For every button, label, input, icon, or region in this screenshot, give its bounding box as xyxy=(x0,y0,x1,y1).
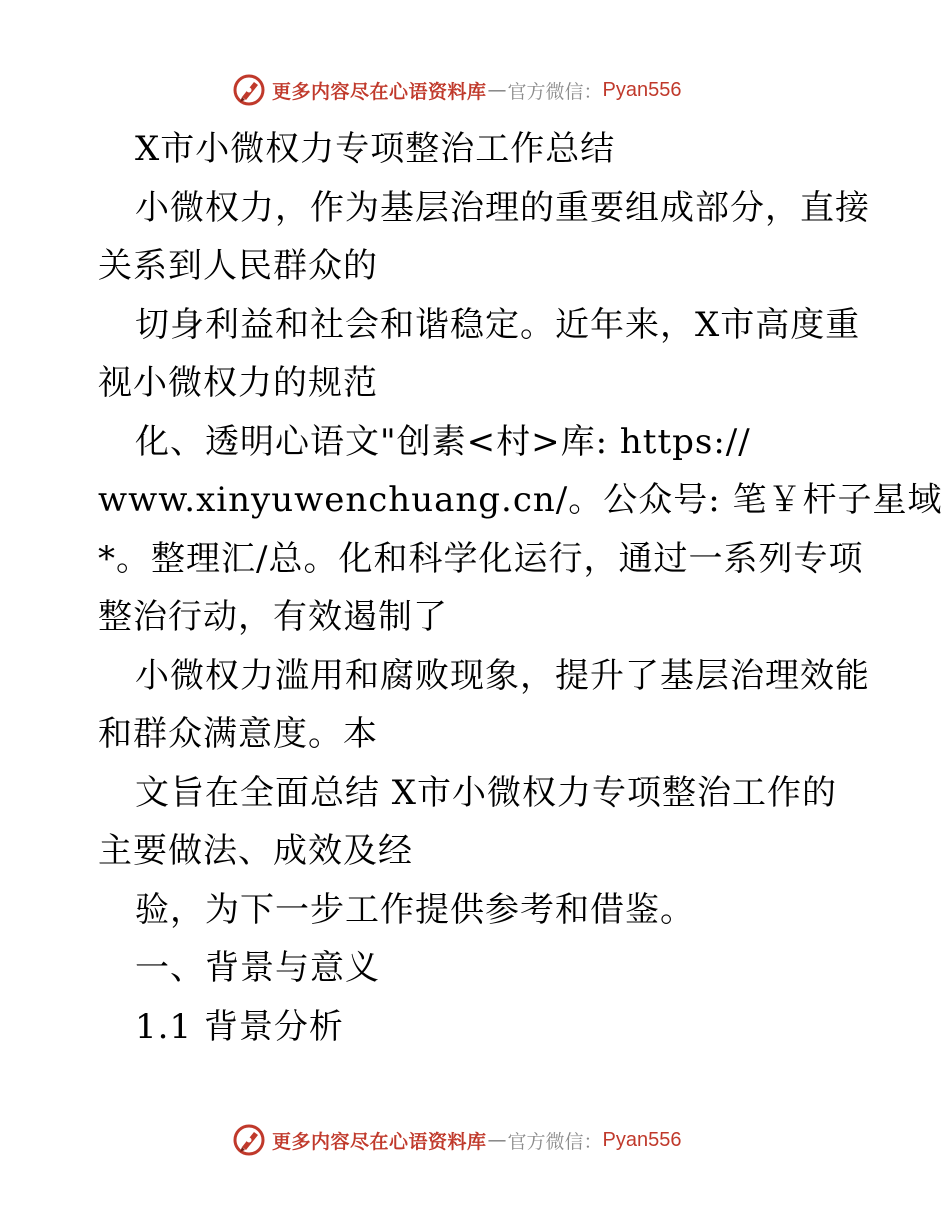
paragraph-line: 和群众满意度。本 xyxy=(98,714,378,754)
paragraph-line: 化、透明心语文"创素<村>库: https:// xyxy=(135,421,751,462)
paragraph-line: 文旨在全面总结 X市小微权力专项整治工作的 xyxy=(135,772,838,813)
paragraph-line: 小微权力滥用和腐败现象，提升了基层治理效能 xyxy=(135,655,870,696)
paragraph-line: 验，为下一步工作提供参考和借鉴。 xyxy=(135,889,695,930)
document-title: X市小微权力专项整治工作总结 xyxy=(135,129,616,169)
section-heading: 一、背景与意义 xyxy=(135,948,380,988)
banner-dash: — xyxy=(487,1129,507,1151)
banner-main-text: 更多内容尽在心语资料库 xyxy=(272,1130,487,1153)
paragraph-line: www.xinyuwenchuang.cn/。公众号: 笔￥杆子星域 xyxy=(98,480,943,520)
document-body xyxy=(98,120,943,1056)
paragraph-line: 视小微权力的规范 xyxy=(98,363,378,403)
paragraph-line: *。整理汇/总。化和科学化运行，通过一系列专项 xyxy=(98,538,864,579)
paragraph-line: 小微权力，作为基层治理的重要组成部分，直接 xyxy=(135,187,870,228)
paragraph-line: 关系到人民群众的 xyxy=(98,246,378,286)
banner-wechat-id: Pyan556 xyxy=(602,78,682,101)
footer-watermark-banner xyxy=(232,1122,682,1158)
paragraph-line: 整治行动，有效遏制了 xyxy=(98,597,448,637)
banner-wechat-label: 官方微信： xyxy=(507,1130,603,1153)
pen-circle-icon xyxy=(232,73,266,107)
subsection-heading: 1.1 背景分析 xyxy=(135,1006,344,1047)
header-watermark-banner xyxy=(232,72,682,108)
paragraph-line: 主要做法、成效及经 xyxy=(98,831,413,871)
pen-circle-icon xyxy=(232,1123,266,1157)
banner-wechat-label: 官方微信： xyxy=(507,80,603,103)
banner-main-text: 更多内容尽在心语资料库 xyxy=(272,80,487,103)
banner-dash: — xyxy=(487,79,507,101)
paragraph-line: 切身利益和社会和谐稳定。近年来，X市高度重 xyxy=(135,304,861,345)
banner-wechat-id: Pyan556 xyxy=(602,1128,682,1151)
